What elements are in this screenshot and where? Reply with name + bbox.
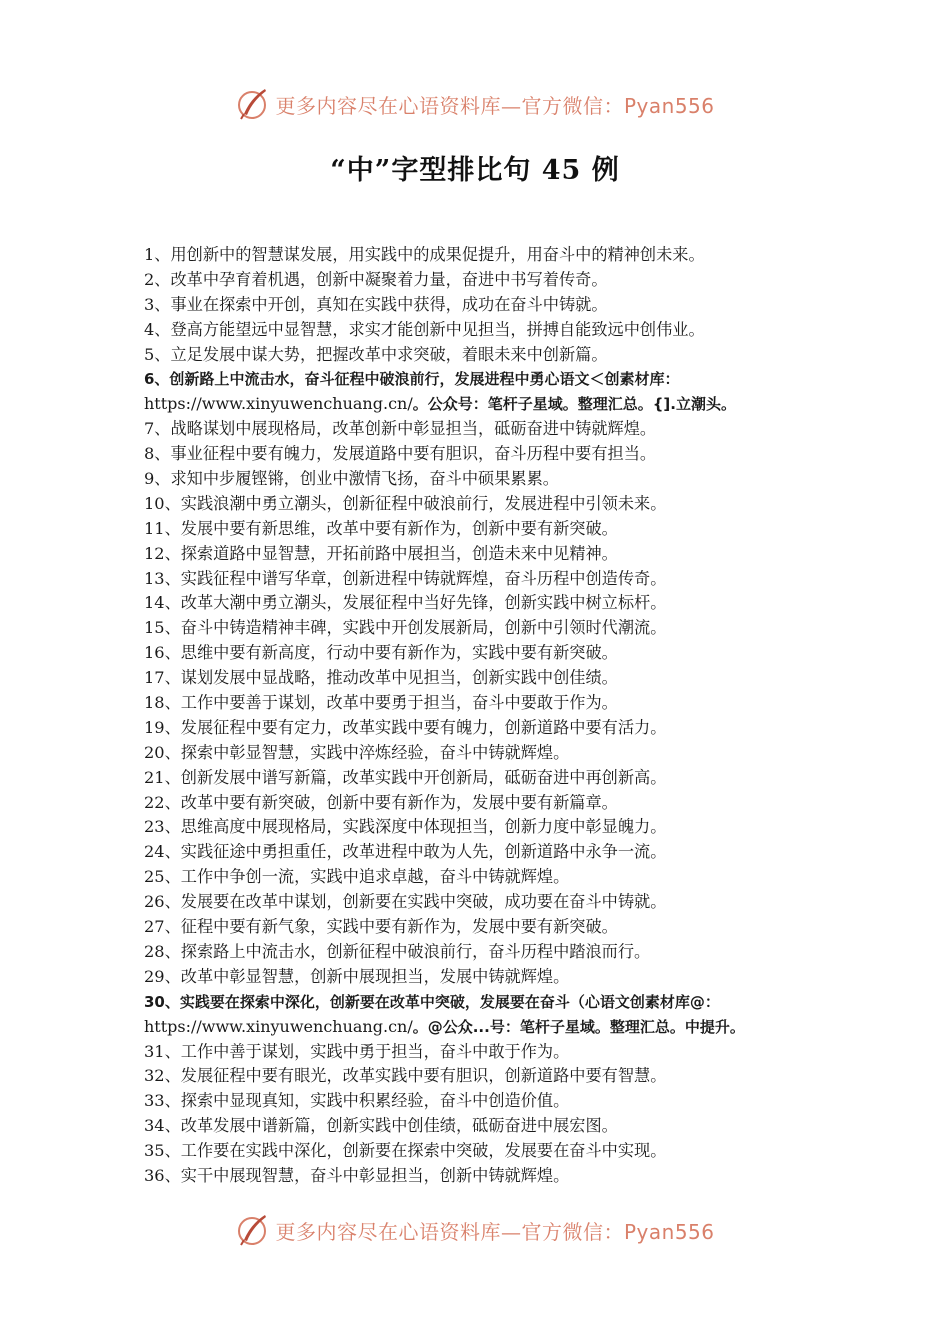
list-item-text: 27、征程中要有新气象，实践中要有新作为，发展中要有新突破。 <box>144 917 618 937</box>
list-item-text: 26、发展要在改革中谋划，创新要在实践中突破，成功要在奋斗中铸就。 <box>144 892 667 912</box>
list-item-text: 32、发展征程中要有眼光，改革实践中要有胆识，创新道路中要有智慧。 <box>144 1066 667 1086</box>
list-item-text: 14、改革大潮中勇立潮头，发展征程中当好先锋，创新实践中树立标杆。 <box>144 593 667 613</box>
list-item-text: 18、工作中要善于谋划，改革中要勇于担当，奋斗中要敢于作为。 <box>144 693 618 713</box>
list-item <box>144 1040 824 1065</box>
list-item-text: 9、求知中步履铿锵，创业中激情飞扬，奋斗中硕果累累。 <box>144 469 559 489</box>
list-item-text: 7、战略谋划中展现格局，改革创新中彰显担当，砥砺奋进中铸就辉煌。 <box>144 419 657 439</box>
quill-pen-logo-icon <box>235 86 271 122</box>
list-item-text: 6、创新路上中流击水，奋斗征程中破浪前行，发展进程中勇心语文＜创素材库： <box>144 370 680 389</box>
list-item <box>144 1015 824 1040</box>
banner-text: 更多内容尽在心语资料库—官方微信： <box>275 93 624 118</box>
list-item <box>144 542 824 567</box>
list-item <box>144 791 824 816</box>
list-item <box>144 318 824 343</box>
footer-wechat-id: Pyan556 <box>623 1219 715 1244</box>
list-item-text: 2、改革中孕育着机遇，创新中凝聚着力量，奋进中书写着传奇。 <box>144 269 608 289</box>
list-item-text: 36、实干中展现智慧，奋斗中彰显担当，创新中铸就辉煌。 <box>144 1165 570 1185</box>
list-item <box>144 442 824 467</box>
list-item <box>144 268 824 293</box>
list-item <box>144 815 824 840</box>
list-item <box>144 591 824 616</box>
list-item-text: 11、发展中要有新思维，改革中要有新作为，创新中要有新突破。 <box>144 518 618 538</box>
list-item-text: 25、工作中争创一流，实践中追求卓越，奋斗中铸就辉煌。 <box>144 867 570 887</box>
list-item-text: 34、改革发展中谱新篇，创新实践中创佳绩，砥砺奋进中展宏图。 <box>144 1116 618 1136</box>
list-item <box>144 517 824 542</box>
list-item <box>144 965 824 990</box>
list-item-text: 35、工作要在实践中深化，创新要在探索中突破，发展要在奋斗中实现。 <box>144 1141 667 1161</box>
list-item <box>144 865 824 890</box>
list-item-text: 5、立足发展中谋大势，把握改革中求突破，着眼未来中创新篇。 <box>144 344 608 364</box>
footer-banner <box>0 1210 950 1250</box>
list-item-text: 3、事业在探索中开创，真知在实践中获得，成功在奋斗中铸就。 <box>144 294 608 314</box>
source-url: https://www.xinyuwenchuang.cn/ <box>144 1016 413 1036</box>
header-banner <box>0 84 950 124</box>
list-item <box>144 567 824 592</box>
list-item <box>144 666 824 691</box>
list-item <box>144 716 824 741</box>
list-item-text: 22、改革中要有新突破，创新中要有新作为，发展中要有新篇章。 <box>144 792 618 812</box>
list-item <box>144 417 824 442</box>
list-item-text: 1、用创新中的智慧谋发展，用实践中的成果促提升，用奋斗中的精神创未来。 <box>144 245 705 264</box>
banner-wechat-id: Pyan556 <box>623 93 715 118</box>
list-item <box>144 293 824 318</box>
list-item-text: 21、创新发展中谱写新篇，改革实践中开创新局，砥砺奋进中再创新高。 <box>144 767 667 787</box>
list-item <box>144 691 824 716</box>
list-item <box>144 940 824 965</box>
footer-banner-text: 更多内容尽在心语资料库—官方微信： <box>275 1219 624 1244</box>
quill-pen-logo-icon <box>235 1212 271 1248</box>
list-item-text: 17、谋划发展中显战略，推动改革中见担当，创新实践中创佳绩。 <box>144 668 618 688</box>
sentence-list <box>144 243 824 1189</box>
list-item <box>144 492 824 517</box>
list-item-text: 。@公众...号：笔杆子星域。整理汇总。中提升。 <box>412 1017 745 1036</box>
list-item <box>144 766 824 791</box>
list-item <box>144 243 824 268</box>
list-item-text: 13、实践征程中谱写华章，创新进程中铸就辉煌，奋斗历程中创造传奇。 <box>144 568 667 588</box>
list-item-text: 20、探索中彰显智慧，实践中淬炼经验，奋斗中铸就辉煌。 <box>144 742 570 762</box>
list-item <box>144 1064 824 1089</box>
list-item-text: 30、实践要在探索中深化，创新要在改革中突破，发展要在奋斗（心语文创素材库@： <box>144 992 720 1011</box>
list-item-text: 16、思维中要有新高度，行动中要有新作为，实践中要有新突破。 <box>144 643 618 663</box>
list-item-text: 29、改革中彰显智慧，创新中展现担当，发展中铸就辉煌。 <box>144 966 570 986</box>
list-item-text: 8、事业征程中要有魄力，发展道路中要有胆识，奋斗历程中要有担当。 <box>144 444 657 464</box>
list-item <box>144 1114 824 1139</box>
list-item <box>144 616 824 641</box>
list-item <box>144 840 824 865</box>
list-item-text: 12、探索道路中显智慧，开拓前路中展担当，创造未来中见精神。 <box>144 543 618 563</box>
source-url: https://www.xinyuwenchuang.cn/ <box>144 394 413 414</box>
list-item <box>144 990 824 1015</box>
list-item-text: 4、登高方能望远中显智慧，求实才能创新中见担当，拼搏自能致远中创伟业。 <box>144 319 705 339</box>
list-item-text: 10、实践浪潮中勇立潮头，创新征程中破浪前行，发展进程中引领未来。 <box>144 493 667 513</box>
list-item <box>144 1139 824 1164</box>
list-item <box>144 915 824 940</box>
page-title: “中”字型排比句 45 例 <box>330 155 620 186</box>
list-item <box>144 890 824 915</box>
list-item-text: 28、探索路上中流击水，创新征程中破浪前行，奋斗历程中踏浪而行。 <box>144 941 651 961</box>
list-item-text: 31、工作中善于谋划，实践中勇于担当，奋斗中敢于作为。 <box>144 1041 570 1061</box>
list-item-text: 19、发展征程中要有定力，改革实践中要有魄力，创新道路中要有活力。 <box>144 717 667 737</box>
list-item-text: 15、奋斗中铸造精神丰碑，实践中开创发展新局，创新中引领时代潮流。 <box>144 618 667 638</box>
list-item <box>144 392 824 417</box>
list-item-text: 24、实践征途中勇担重任，改革进程中敢为人先，创新道路中永争一流。 <box>144 842 667 862</box>
list-item <box>144 467 824 492</box>
list-item <box>144 1164 824 1189</box>
list-item <box>144 343 824 368</box>
list-item-text: 23、思维高度中展现格局，实践深度中体现担当，创新力度中彰显魄力。 <box>144 817 667 837</box>
list-item-text: 。公众号：笔杆子星域。整理汇总。{].立潮头。 <box>412 395 736 414</box>
list-item <box>144 741 824 766</box>
list-item-text: 33、探索中显现真知，实践中积累经验，奋斗中创造价值。 <box>144 1091 570 1111</box>
list-item <box>144 1089 824 1114</box>
list-item <box>144 641 824 666</box>
list-item <box>144 367 824 392</box>
